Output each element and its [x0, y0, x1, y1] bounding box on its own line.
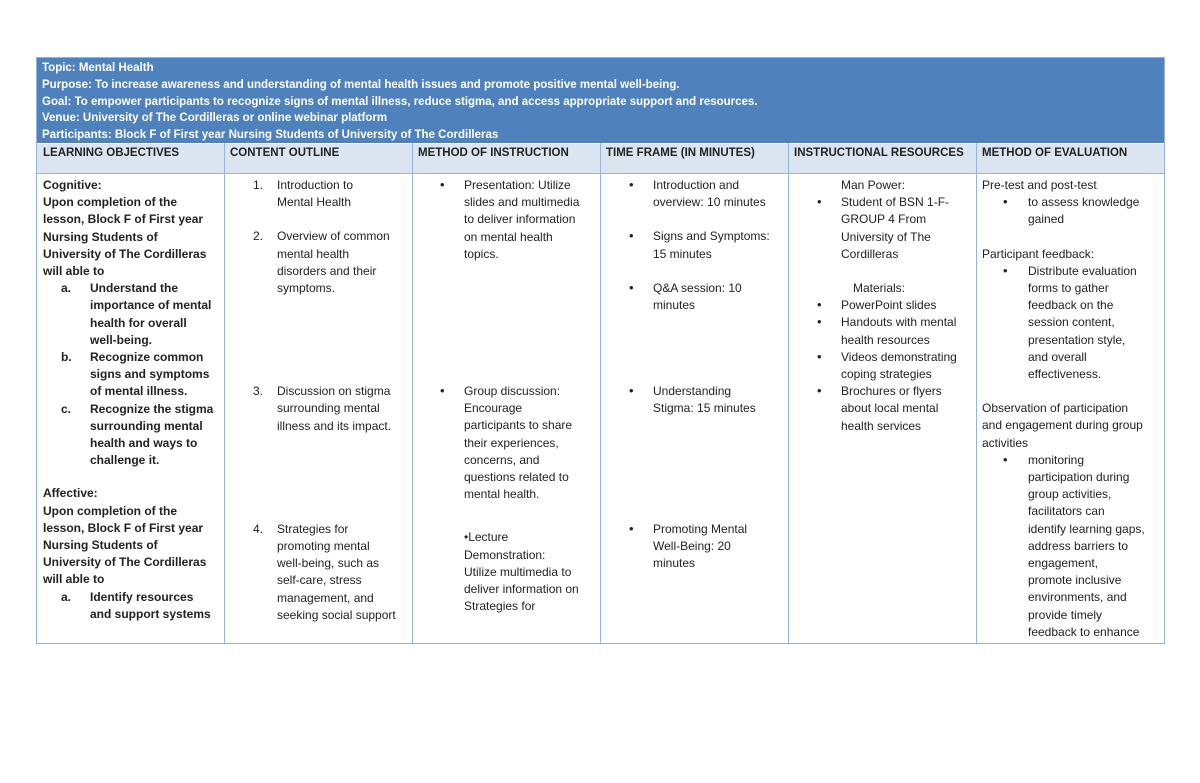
- bullet-icon: •: [629, 383, 634, 399]
- instructional-resources-cell: [817, 177, 975, 435]
- text-line: management, and: [277, 590, 374, 605]
- text-line: minutes: [653, 298, 696, 313]
- text-line: importance of mental: [90, 298, 212, 313]
- outline-item: [253, 521, 421, 624]
- text-line: Promoting Mental: [653, 521, 748, 536]
- text-line: Observation of participation: [982, 401, 1129, 416]
- text-line: Discussion on stigma: [277, 384, 391, 399]
- column-header-time: TIME FRAME (IN MINUTES): [606, 147, 755, 159]
- text-line: Upon completion of the: [43, 503, 177, 518]
- text-line: Student of BSN 1-F-: [841, 195, 950, 210]
- text-line: group activities,: [1028, 487, 1112, 502]
- time-item: [629, 177, 787, 211]
- objective-item: [43, 589, 221, 623]
- text-line: Introduction and: [653, 178, 740, 192]
- column-divider: [788, 143, 789, 643]
- text-line: promoting mental: [277, 539, 370, 554]
- text-line: Distribute evaluation: [1028, 263, 1137, 278]
- bullet-icon: •: [629, 520, 634, 536]
- bullet-icon: •: [817, 194, 822, 210]
- affective-intro: [43, 503, 221, 589]
- lesson-plan-table: [36, 57, 1165, 644]
- text-line: Encourage: [464, 401, 523, 416]
- time-frame-cell: [629, 177, 787, 572]
- method-item: [440, 529, 610, 615]
- bullet-icon: •: [817, 297, 822, 313]
- text-line: self-care, stress: [277, 573, 362, 588]
- bullet-icon: •: [629, 228, 634, 244]
- text-line: Demonstration:: [464, 547, 546, 562]
- text-line: PowerPoint slides: [841, 298, 937, 313]
- bullet-icon: •: [440, 177, 445, 192]
- affective-heading: Affective:: [43, 486, 98, 501]
- text-line: health resources: [841, 332, 930, 347]
- bullet-icon: •: [1003, 194, 1008, 210]
- text-line: on mental health: [464, 229, 553, 244]
- text-line: Identify resources: [90, 589, 194, 604]
- text-line: and overall: [1028, 349, 1087, 364]
- method-of-instruction-cell: [440, 177, 610, 615]
- text-line: disorders and their: [277, 263, 377, 278]
- text-line: Recognize common: [90, 350, 204, 365]
- item-marker: a.: [61, 589, 72, 604]
- text-line: facilitators can: [1028, 504, 1105, 519]
- text-line: well-being, such as: [277, 556, 380, 571]
- objectives-cell: [43, 177, 221, 623]
- column-divider: [976, 143, 977, 643]
- text-line: GROUP 4 From: [841, 212, 927, 227]
- item-marker: 1.: [253, 178, 264, 192]
- purpose-line: Purpose: To increase awareness and understanding of mental health issues and promote positive mental well-being.: [42, 78, 680, 91]
- text-line: questions related to: [464, 470, 569, 485]
- man-power-heading: Man Power:: [841, 178, 906, 192]
- resource-item: [817, 383, 975, 435]
- evaluation-item: [982, 263, 1162, 383]
- text-line: topics.: [464, 246, 499, 261]
- text-line: surrounding mental: [90, 418, 203, 433]
- text-line: minutes: [653, 556, 696, 571]
- venue-line: Venue: University of The Cordilleras or online webinar platform: [42, 112, 388, 125]
- text-line: seeking social support: [277, 607, 396, 622]
- text-line: provide timely: [1028, 607, 1103, 622]
- bullet-icon: •: [817, 383, 822, 399]
- column-header-method: METHOD OF INSTRUCTION: [418, 147, 569, 159]
- text-line: Presentation: Utilize: [464, 178, 571, 192]
- text-line: health and ways to: [90, 436, 198, 451]
- column-header-objectives: LEARNING OBJECTIVES: [43, 147, 180, 159]
- text-line: 15 minutes: [653, 246, 712, 261]
- text-line: lesson, Block F of First year: [43, 212, 204, 227]
- method-item: [440, 383, 610, 503]
- time-item: [629, 280, 787, 314]
- text-line: coping strategies: [841, 367, 932, 382]
- text-line: Group discussion:: [464, 384, 561, 399]
- text-line: will able to: [43, 572, 105, 587]
- item-marker: a.: [61, 281, 72, 296]
- text-line: and engagement during group: [982, 418, 1143, 433]
- text-line: of mental illness.: [90, 384, 188, 399]
- topic-line: Topic: Mental Health: [42, 62, 154, 74]
- text-line: Strategies for: [277, 521, 349, 536]
- text-line: symptoms.: [277, 281, 336, 296]
- text-line: mental health.: [464, 487, 540, 502]
- item-marker: 4.: [253, 521, 264, 536]
- content-outline-cell: [253, 177, 421, 624]
- text-line: Well-Being: 20: [653, 538, 731, 553]
- bullet-icon: •: [1003, 451, 1008, 467]
- text-line: concerns, and: [464, 452, 540, 467]
- bullet-icon: •: [817, 314, 822, 330]
- text-line: address barriers to: [1028, 538, 1129, 553]
- objective-item: [43, 280, 221, 349]
- resource-item: [817, 297, 975, 314]
- text-line: Recognize the stigma: [90, 401, 214, 416]
- outline-item: [253, 177, 421, 211]
- text-line: presentation style,: [1028, 332, 1126, 347]
- item-marker: 2.: [253, 229, 264, 244]
- bullet-icon: •: [629, 279, 634, 295]
- text-line: overview: 10 minutes: [653, 195, 766, 210]
- evaluation-item: [982, 452, 1162, 641]
- text-line: activities: [982, 435, 1029, 450]
- objective-item: [43, 349, 221, 401]
- item-marker: 3.: [253, 384, 264, 399]
- text-line: Strategies for: [464, 599, 536, 614]
- text-line: to assess knowledge: [1028, 195, 1140, 210]
- method-item: [440, 177, 610, 263]
- text-line: mental health: [277, 246, 350, 261]
- time-item: [629, 228, 787, 262]
- text-line: session content,: [1028, 315, 1115, 330]
- text-line: Videos demonstrating: [841, 349, 957, 364]
- text-line: signs and symptoms: [90, 367, 210, 382]
- text-line: health services: [841, 418, 922, 433]
- text-line: about local mental: [841, 401, 939, 416]
- text-line: and support systems: [90, 606, 211, 621]
- text-line: University of The: [841, 229, 931, 244]
- item-marker: c.: [61, 401, 72, 416]
- text-line: •Lecture: [464, 530, 509, 545]
- text-line: gained: [1028, 212, 1065, 227]
- text-line: feedback to enhance: [1028, 624, 1140, 639]
- text-line: identify learning gaps,: [1028, 521, 1145, 536]
- text-line: feedback on the: [1028, 298, 1114, 313]
- participants-line: Participants: Block F of First year Nursing Students of University of The Cordilleras: [42, 129, 499, 142]
- bullet-icon: •: [817, 348, 822, 364]
- text-line: health for overall: [90, 315, 187, 330]
- evaluation-item: [982, 194, 1162, 228]
- cognitive-intro: [43, 194, 221, 280]
- text-line: challenge it.: [90, 453, 160, 468]
- text-line: their experiences,: [464, 435, 559, 450]
- text-line: environments, and: [1028, 590, 1127, 605]
- text-line: surrounding mental: [277, 401, 380, 416]
- text-line: Nursing Students of: [43, 229, 158, 244]
- text-line: promote inclusive: [1028, 573, 1122, 588]
- text-line: Q&A session: 10: [653, 280, 742, 295]
- observation-heading: [982, 400, 1162, 452]
- text-line: forms to gather: [1028, 281, 1109, 296]
- text-line: will able to: [43, 264, 105, 279]
- resource-item: [817, 194, 975, 263]
- time-item: [629, 521, 787, 573]
- bullet-icon: •: [440, 383, 445, 399]
- outline-item: [253, 383, 421, 435]
- text-line: Signs and Symptoms:: [653, 229, 770, 244]
- time-item: [629, 383, 787, 417]
- text-line: participants to share: [464, 418, 573, 433]
- text-line: University of The Cordilleras: [43, 555, 207, 570]
- item-marker: b.: [61, 350, 72, 365]
- goal-line: Goal: To empower participants to recognize signs of mental illness, reduce stigma, and access appropriate support and resources.: [42, 95, 758, 108]
- text-line: effectiveness.: [1028, 367, 1102, 382]
- column-header-resources: INSTRUCTIONAL RESOURCES: [794, 147, 964, 159]
- pre-post-heading: Pre-test and post-test: [982, 178, 1097, 192]
- text-line: Stigma: 15 minutes: [653, 401, 756, 416]
- text-line: Nursing Students of: [43, 538, 158, 553]
- text-line: Overview of common: [277, 229, 390, 244]
- text-line: participation during: [1028, 470, 1130, 485]
- text-line: Brochures or flyers: [841, 384, 942, 399]
- text-line: Understand the: [90, 281, 179, 296]
- text-line: Upon completion of the: [43, 195, 177, 210]
- outline-item: [253, 228, 421, 297]
- text-line: Introduction to: [277, 178, 354, 192]
- materials-heading: Materials:: [853, 281, 906, 296]
- feedback-heading: Participant feedback:: [982, 246, 1095, 261]
- table-header: [37, 58, 1164, 143]
- text-line: engagement,: [1028, 556, 1099, 571]
- bullet-icon: •: [629, 177, 634, 192]
- resource-item: [817, 349, 975, 383]
- text-line: Handouts with mental: [841, 315, 957, 330]
- column-header-evaluation: METHOD OF EVALUATION: [982, 147, 1128, 159]
- text-line: Understanding: [653, 384, 732, 399]
- text-line: monitoring: [1028, 452, 1085, 467]
- text-line: deliver information on: [464, 582, 579, 597]
- text-line: Utilize multimedia to: [464, 564, 572, 579]
- text-line: illness and its impact.: [277, 418, 392, 433]
- column-divider: [224, 143, 225, 643]
- text-line: well-being.: [90, 332, 153, 347]
- bullet-icon: •: [1003, 262, 1008, 278]
- column-header-content: CONTENT OUTLINE: [230, 147, 340, 159]
- method-of-evaluation-cell: [982, 177, 1162, 641]
- text-line: Mental Health: [277, 195, 352, 210]
- text-line: to deliver information: [464, 212, 576, 227]
- cognitive-heading: Cognitive:: [43, 178, 102, 192]
- text-line: Cordilleras: [841, 246, 899, 261]
- text-line: lesson, Block F of First year: [43, 520, 204, 535]
- text-line: slides and multimedia: [464, 195, 580, 210]
- text-line: University of The Cordilleras: [43, 246, 207, 261]
- objective-item: [43, 401, 221, 470]
- resource-item: [817, 314, 975, 348]
